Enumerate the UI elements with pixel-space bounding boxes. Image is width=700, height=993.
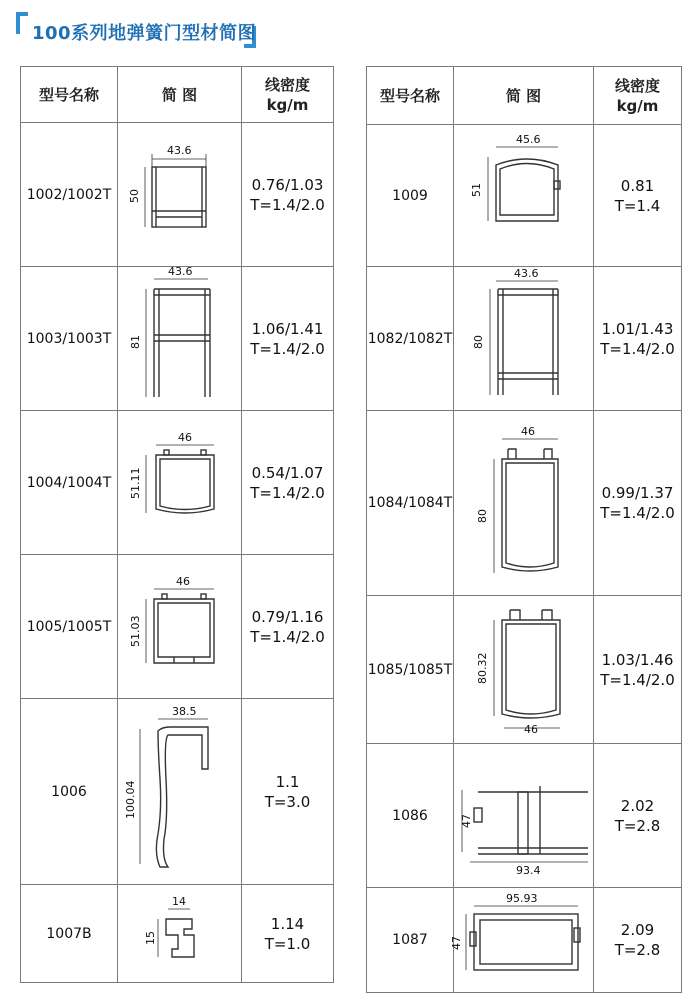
profile-1085-drawing [454, 596, 594, 739]
density-value: 1.1 [275, 772, 300, 791]
dim-height: 80.32 [476, 652, 489, 684]
dim-width: 46 [176, 575, 190, 588]
density-value: 0.81 [620, 176, 655, 195]
model-name: 1005/1005T [21, 555, 118, 699]
dim-height: 80 [476, 509, 489, 523]
dim-width: 43.6 [514, 267, 539, 280]
wall-thickness: T=2.8 [614, 816, 661, 835]
density-value: 1.14 [270, 914, 305, 933]
model-name: 1003/1003T [21, 267, 118, 411]
density-cell [594, 888, 682, 993]
density-value: 1.03/1.46 [601, 650, 674, 669]
wall-thickness: T=1.4/2.0 [600, 504, 675, 522]
profile-diagram [118, 267, 242, 411]
dim-height: 80 [472, 335, 485, 349]
density-cell [242, 267, 334, 411]
model-name: 1004/1004T [21, 411, 118, 555]
density-cell [594, 744, 682, 888]
profile-1003-drawing [118, 267, 242, 406]
profile-1005-drawing [118, 555, 242, 694]
density-value: 0.79/1.16 [251, 607, 324, 626]
header-density [242, 67, 334, 123]
dim-height: 51 [470, 183, 483, 197]
wall-thickness: T=2.8 [614, 941, 661, 959]
profile-diagram [118, 699, 242, 885]
density-value: 0.99/1.37 [601, 484, 674, 502]
dim-height: 100.04 [124, 780, 137, 819]
profile-1082-drawing [454, 267, 594, 406]
dim-width: 46 [521, 425, 535, 438]
dim-width: 14 [172, 895, 186, 908]
profile-diagram [118, 885, 242, 983]
profile-diagram [454, 596, 594, 744]
wall-thickness: T=1.4/2.0 [250, 195, 325, 214]
profile-1007b-drawing [118, 885, 242, 978]
density-value: 1.06/1.41 [251, 319, 324, 338]
density-cell [242, 123, 334, 267]
dim-width: 46 [178, 431, 192, 444]
header-density [594, 67, 682, 125]
table-row [21, 885, 334, 983]
dim-height: 15 [144, 931, 157, 945]
header-density-line2: kg/m [266, 95, 309, 114]
density-value: 0.54/1.07 [251, 463, 324, 482]
density-cell [594, 411, 682, 596]
profile-diagram [118, 123, 242, 267]
dim-width: 38.5 [172, 705, 197, 718]
model-name: 1084/1084T [367, 411, 454, 596]
title-corner-top-left [16, 12, 28, 34]
profile-diagram [454, 267, 594, 411]
profile-diagram [454, 744, 594, 888]
wall-thickness: T=1.4/2.0 [600, 339, 675, 358]
dim-height: 47 [450, 936, 463, 950]
table-row [367, 267, 682, 411]
dim-width: 46 [524, 723, 538, 736]
dim-width: 45.6 [516, 133, 541, 146]
table-header-row [21, 67, 334, 123]
table-row [367, 744, 682, 888]
page-title: 100系列地弹簧门型材简图 [32, 23, 257, 44]
model-name: 1009 [367, 125, 454, 267]
density-value: 2.02 [620, 796, 655, 815]
density-cell [242, 699, 334, 885]
density-cell [594, 267, 682, 411]
wall-thickness: T=3.0 [264, 792, 311, 811]
table-header-row [367, 67, 682, 125]
density-cell [242, 411, 334, 555]
wall-thickness: T=1.4/2.0 [600, 670, 675, 689]
density-value: 0.76/1.03 [251, 175, 324, 194]
profile-1084-drawing [454, 411, 594, 591]
table-row [21, 123, 334, 267]
wall-thickness: T=1.4/2.0 [250, 627, 325, 646]
profile-1006-drawing [118, 699, 242, 880]
dim-height: 81 [129, 335, 142, 349]
profile-1086-drawing [454, 744, 594, 883]
header-model: 型号名称 [21, 67, 118, 123]
density-value: 1.01/1.43 [601, 319, 674, 338]
profile-1009-drawing [454, 125, 594, 262]
table-row [21, 267, 334, 411]
profile-diagram [454, 125, 594, 267]
density-cell [242, 555, 334, 699]
wall-thickness: T=1.4/2.0 [250, 339, 325, 358]
model-name: 1085/1085T [367, 596, 454, 744]
table-row [367, 888, 682, 993]
dim-height: 51.03 [129, 615, 142, 647]
wall-thickness: T=1.0 [264, 934, 311, 953]
header-diagram: 简 图 [454, 67, 594, 125]
table-row [367, 411, 682, 596]
model-name: 1002/1002T [21, 123, 118, 267]
title-frame [16, 12, 256, 48]
wall-thickness: T=1.4 [614, 196, 661, 215]
dim-width: 93.4 [516, 864, 541, 877]
table-row [21, 699, 334, 885]
dim-width: 43.6 [167, 144, 192, 157]
model-name: 1007B [21, 885, 118, 983]
density-cell [594, 596, 682, 744]
model-name: 1086 [367, 744, 454, 888]
header-diagram: 简 图 [118, 67, 242, 123]
profile-1004-drawing [118, 411, 242, 550]
dim-width: 95.93 [506, 892, 538, 905]
profile-diagram [118, 555, 242, 699]
density-value: 2.09 [620, 921, 655, 939]
model-name: 1087 [367, 888, 454, 993]
header-density-line1: 线密度 [614, 76, 660, 95]
profile-diagram [454, 411, 594, 596]
table-row [367, 125, 682, 267]
wall-thickness: T=1.4/2.0 [250, 483, 325, 502]
profile-1002-drawing [118, 123, 242, 262]
density-cell [242, 885, 334, 983]
left-spec-table [20, 66, 334, 983]
right-spec-table [366, 66, 682, 993]
header-density-line2: kg/m [616, 96, 659, 115]
model-name: 1082/1082T [367, 267, 454, 411]
table-row [21, 411, 334, 555]
table-row [21, 555, 334, 699]
density-cell [594, 125, 682, 267]
header-density-line1: 线密度 [264, 75, 310, 94]
header-model: 型号名称 [367, 67, 454, 125]
profile-diagram [118, 411, 242, 555]
dim-height: 50 [128, 189, 141, 203]
model-name: 1006 [21, 699, 118, 885]
profile-1087-drawing [450, 888, 594, 988]
dim-height: 51.11 [129, 467, 142, 499]
profile-diagram [450, 888, 594, 993]
dim-height: 47 [460, 814, 473, 828]
dim-width: 43.6 [168, 265, 193, 278]
table-row [367, 596, 682, 744]
